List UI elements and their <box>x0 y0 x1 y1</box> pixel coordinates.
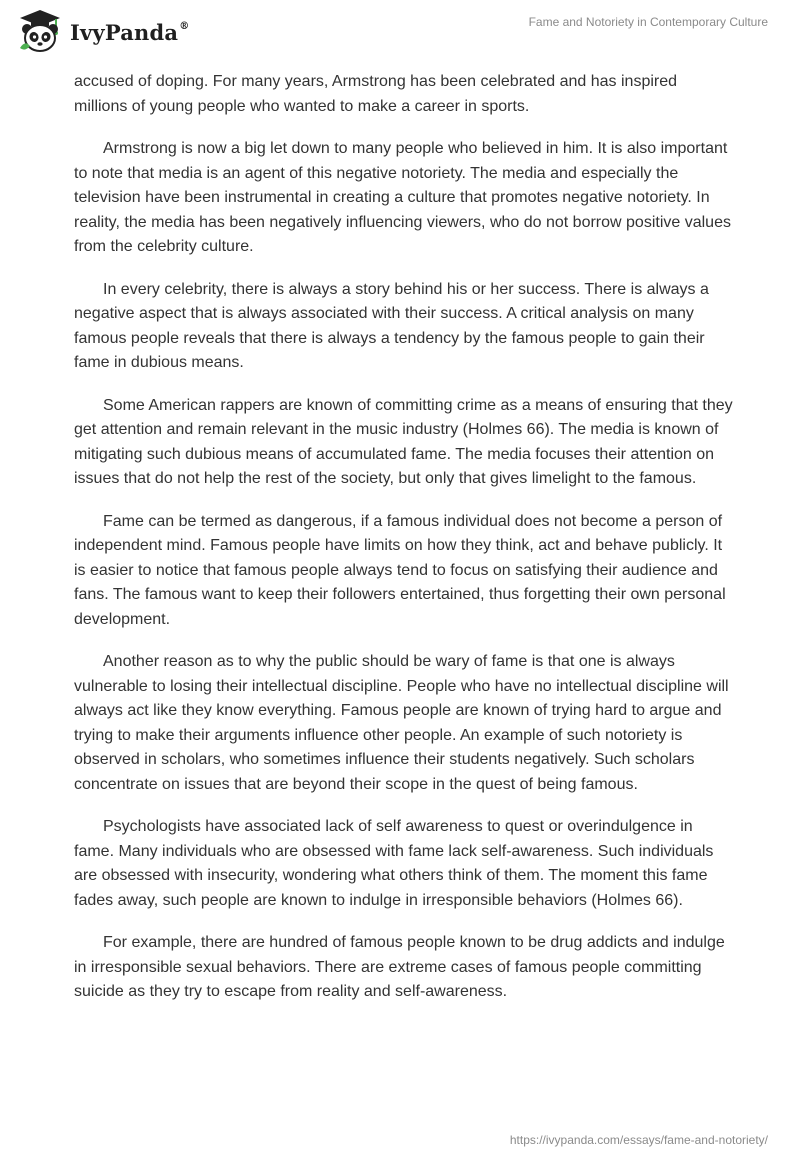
paragraph: In every celebrity, there is always a story behind his or her success. There is always a negative aspect that is always associated with their success. A critical analysis on many famous people reveals that there is always a tendency by the famous people to gain their fame in dubious means. <box>74 280 709 371</box>
registered-mark: ® <box>179 20 190 32</box>
page-header <box>0 0 800 66</box>
running-title: Fame and Notoriety in Contemporary Culture <box>528 15 768 29</box>
panda-graduate-icon <box>16 8 64 54</box>
paragraph: Armstrong is now a big let down to many people who believed in him. It is also important to note that media is an agent of this negative notoriety. The media and especially the television have been instrumental in creating a culture that promotes negative notoriety. In reality, the media has been negatively influencing viewers, who do not borrow positive values from the celebrity culture. <box>74 140 731 255</box>
brand-name: IvyPanda® <box>70 19 190 45</box>
paragraph: For example, there are hundred of famous people known to be drug addicts and indulge in irresponsible sexual behaviors. There are extreme cases of famous people committing suicide as they try to escape from reality and self-awareness. <box>74 934 725 1000</box>
essay-body <box>74 70 734 1023</box>
paragraph: Fame can be termed as dangerous, if a famous individual does not become a person of independent mind. Famous people have limits on how they think, act and behave publicly. It is easier to notice that famous people always tend to focus on satisfying their audience and fans. The famous want to keep their followers entertained, thus forgetting their own personal development. <box>74 512 726 628</box>
brand-logo[interactable] <box>16 8 189 54</box>
paragraph: Psychologists have associated lack of self awareness to quest or overindulgence in fame. Many individuals who are obsessed with fame lack self-awareness. Such individuals are obsessed with insecurity, wondering what others think of them. The moment this fame fades away, such people are known to indulge in irresponsible behaviors (Holmes 66). <box>74 818 714 909</box>
paragraph: accused of doping. For many years, Armstrong has been celebrated and has inspired millions of young people who wanted to make a career in sports. <box>74 73 678 115</box>
paragraph: Some American rappers are known of committing crime as a means of ensuring that they get attention and remain relevant in the music industry (Holmes 66). The media is known of mitigating such dubious means of accumulated fame. The media focuses their attention on issues that do not help the rest of the society, but only that gives limelight to the famous. <box>74 396 733 487</box>
source-url[interactable]: https://ivypanda.com/essays/fame-and-notoriety/ <box>509 1133 768 1147</box>
paragraph: Another reason as to why the public should be wary of fame is that one is always vulnerable to losing their intellectual discipline. People who have no intellectual discipline will always act like they know everything. Famous people are known of trying hard to argue and trying to make their arguments influence other people. An example of such notoriety is observed in scholars, who sometimes influence their students negatively. Such scholars concentrate on issues that are beyond their scope in the quest of being famous. <box>74 653 729 793</box>
